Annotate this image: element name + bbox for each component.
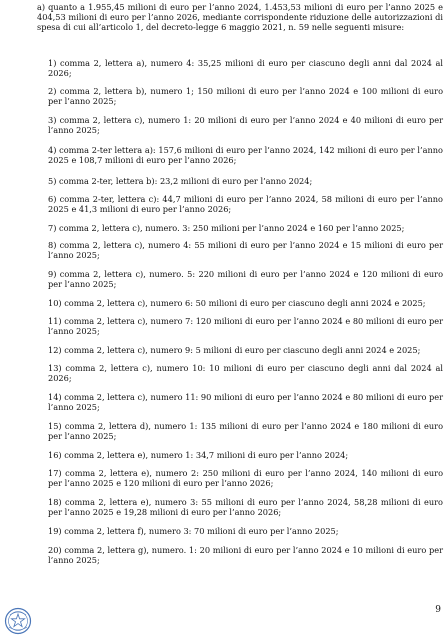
list-item: 12) comma 2, lettera c), numero 9: 5 milioni di euro per ciascuno degli anni 2024 e 2025;: [48, 345, 421, 355]
list-item: 16) comma 2, lettera e), numero 1: 34,7 milioni di euro per l’anno 2024;: [48, 450, 349, 460]
list-item: 10) comma 2, lettera c), numero 6: 50 milioni di euro per ciascuno degli anni 2024 e 2025;: [48, 298, 426, 308]
page-number: 9: [435, 605, 441, 615]
list-item: 1) comma 2, lettera a), numero 4: 35,25 milioni di euro per ciascuno degli anni dal 2024 al 2026;: [48, 58, 443, 78]
republic-emblem-icon: [4, 607, 32, 635]
list-item: 20) comma 2, lettera g), numero. 1: 20 milioni di euro per l’anno 2024 e 10 milioni di euro per l’anno 2025;: [48, 545, 443, 565]
list-item: 4) comma 2-ter lettera a): 157,6 milioni di euro per l’anno 2024, 142 milioni di euro per l’anno 2025 e 108,7 milioni di euro per l’anno 2026;: [48, 145, 443, 165]
intro-paragraph: a) quanto a 1.955,45 milioni di euro per l’anno 2024, 1.453,53 milioni di euro per l’anno 2025 e 404,53 milioni di euro per l’anno 2026, mediante corrispondente riduzione delle autorizzazioni di spesa di cui all’articolo 1, del decreto-legge 6 maggio 2021, n. 59 nelle seguenti misure:: [37, 2, 443, 32]
list-item: 15) comma 2, lettera d), numero 1: 135 milioni di euro per l’anno 2024 e 180 milioni di euro per l’anno 2025;: [48, 421, 443, 441]
list-item: 17) comma 2, lettera e), numero 2: 250 milioni di euro per l’anno 2024, 140 milioni di euro per l’anno 2025 e 120 milioni di euro per l’anno 2026;: [48, 468, 443, 488]
list-item: 8) comma 2, lettera c), numero 4: 55 milioni di euro per l’anno 2024 e 15 milioni di euro per l’anno 2025;: [48, 240, 443, 260]
list-item: 14) comma 2, lettera c), numero 11: 90 milioni di euro per l’anno 2024 e 80 milioni di euro per l’anno 2025;: [48, 392, 443, 412]
list-item: 18) comma 2, lettera e), numero 3: 55 milioni di euro per l’anno 2024, 58,28 milioni di euro per l’anno 2025 e 19,28 milioni di euro per l’anno 2026;: [48, 497, 443, 517]
list-item: 9) comma 2, lettera c), numero. 5: 220 milioni di euro per l’anno 2024 e 120 milioni di euro per l’anno 2025;: [48, 269, 443, 289]
list-item: 3) comma 2, lettera c), numero 1: 20 milioni di euro per l’anno 2024 e 40 milioni di euro per l’anno 2025;: [48, 115, 443, 135]
list-item: 5) comma 2-ter, lettera b): 23,2 milioni di euro per l’anno 2024;: [48, 176, 313, 186]
list-item: 19) comma 2, lettera f), numero 3: 70 milioni di euro per l’anno 2025;: [48, 526, 339, 536]
list-item: 11) comma 2, lettera c), numero 7: 120 milioni di euro per l’anno 2024 e 80 milioni di euro per l’anno 2025;: [48, 316, 443, 336]
list-item: 7) comma 2, lettera c), numero. 3: 250 milioni per l’anno 2024 e 160 per l’anno 2025;: [48, 223, 405, 233]
list-item: 2) comma 2, lettera b), numero 1; 150 milioni di euro per l’anno 2024 e 100 milioni di euro per l’anno 2025;: [48, 86, 443, 106]
list-item: 6) comma 2-ter, lettera c): 44,7 milioni di euro per l’anno 2024, 58 milioni di euro per l’anno 2025 e 41,3 milioni di euro per l’anno 2026;: [48, 194, 443, 214]
list-item: 13) comma 2, lettera c), numero 10: 10 milioni di euro per ciascuno degli anni dal 2024 al 2026;: [48, 363, 443, 383]
